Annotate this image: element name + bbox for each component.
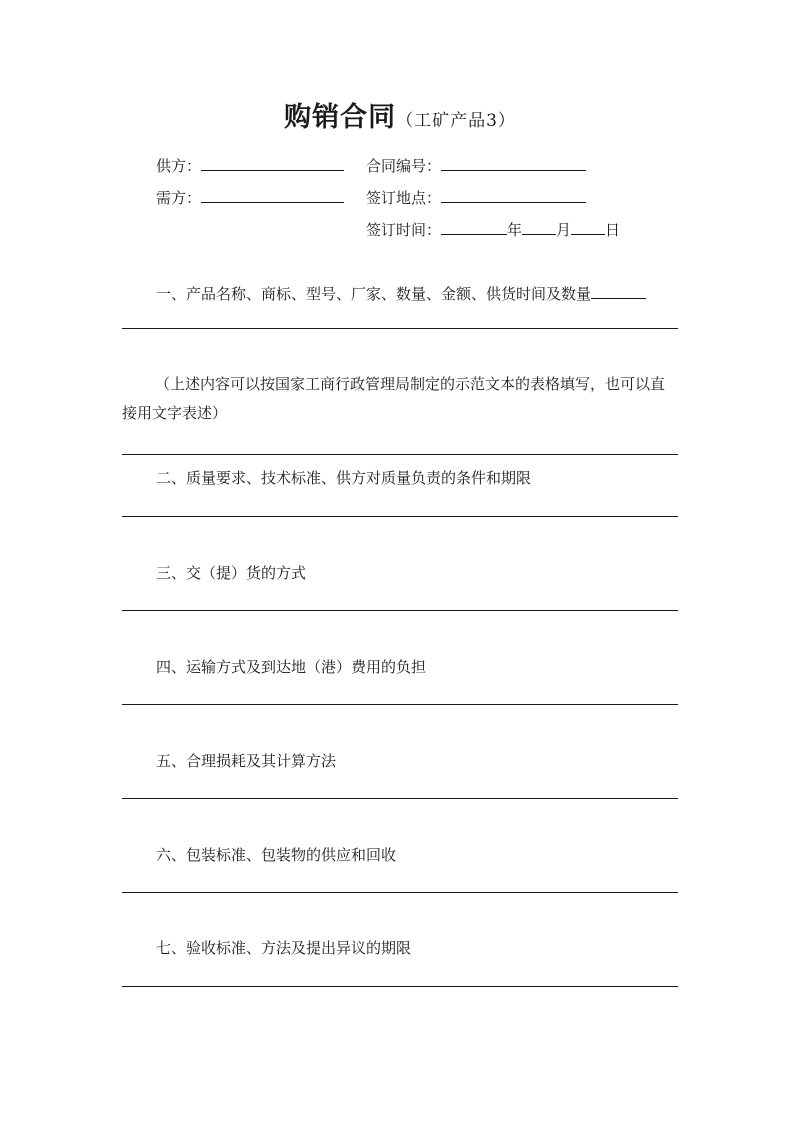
section-1 <box>156 282 646 304</box>
contract-no-field <box>366 154 586 176</box>
month-char: 月 <box>556 221 572 239</box>
section-7: 七、验收标准、方法及提出异议的期限 <box>156 939 412 957</box>
section-4: 四、运输方式及到达地（港）费用的负担 <box>156 658 427 676</box>
sign-place-label: 签订地点： <box>366 189 442 207</box>
section-7-rule[interactable] <box>122 986 678 987</box>
section-1-blank[interactable] <box>591 282 646 299</box>
section-1-text: 一、产品名称、商标、型号、厂家、数量、金额、供货时间及数量 <box>156 285 592 303</box>
year-blank[interactable] <box>441 218 507 235</box>
contract-no-label: 合同编号： <box>366 157 442 175</box>
note-rule[interactable] <box>122 454 678 455</box>
section-3: 三、交（提）货的方式 <box>156 564 307 582</box>
supplier-label: 供方： <box>156 157 202 175</box>
supplier-blank[interactable] <box>201 154 344 171</box>
buyer-label: 需方： <box>156 189 202 207</box>
section-5-rule[interactable] <box>122 798 678 799</box>
supplier-field <box>156 154 344 176</box>
sign-place-blank[interactable] <box>441 186 586 203</box>
section-5: 五、合理损耗及其计算方法 <box>156 752 337 770</box>
day-char: 日 <box>605 221 621 239</box>
sign-place-field <box>366 186 586 208</box>
sign-time-label: 签订时间： <box>366 221 442 239</box>
section-2: 二、质量要求、技术标准、供方对质量负责的条件和期限 <box>156 469 532 487</box>
section-4-rule[interactable] <box>122 704 678 705</box>
contract-no-blank[interactable] <box>441 154 586 171</box>
day-blank[interactable] <box>571 218 605 235</box>
buyer-blank[interactable] <box>201 186 344 203</box>
title-subtitle: （工矿产品3） <box>396 111 516 131</box>
section-6-rule[interactable] <box>122 892 678 893</box>
section-1-rule[interactable] <box>122 328 678 329</box>
year-char: 年 <box>507 221 523 239</box>
sign-time-field <box>366 218 620 240</box>
note-paragraph: （上述内容可以按国家工商行政管理局制定的示范文本的表格填写，也可以直 接用文字表述） <box>122 375 666 422</box>
title-main: 购销合同 <box>284 102 397 133</box>
section-3-rule[interactable] <box>122 610 678 611</box>
document-title <box>0 98 800 141</box>
month-blank[interactable] <box>522 218 556 235</box>
section-2-rule[interactable] <box>122 516 678 517</box>
buyer-field <box>156 186 344 208</box>
section-6: 六、包装标准、包装物的供应和回收 <box>156 846 397 864</box>
